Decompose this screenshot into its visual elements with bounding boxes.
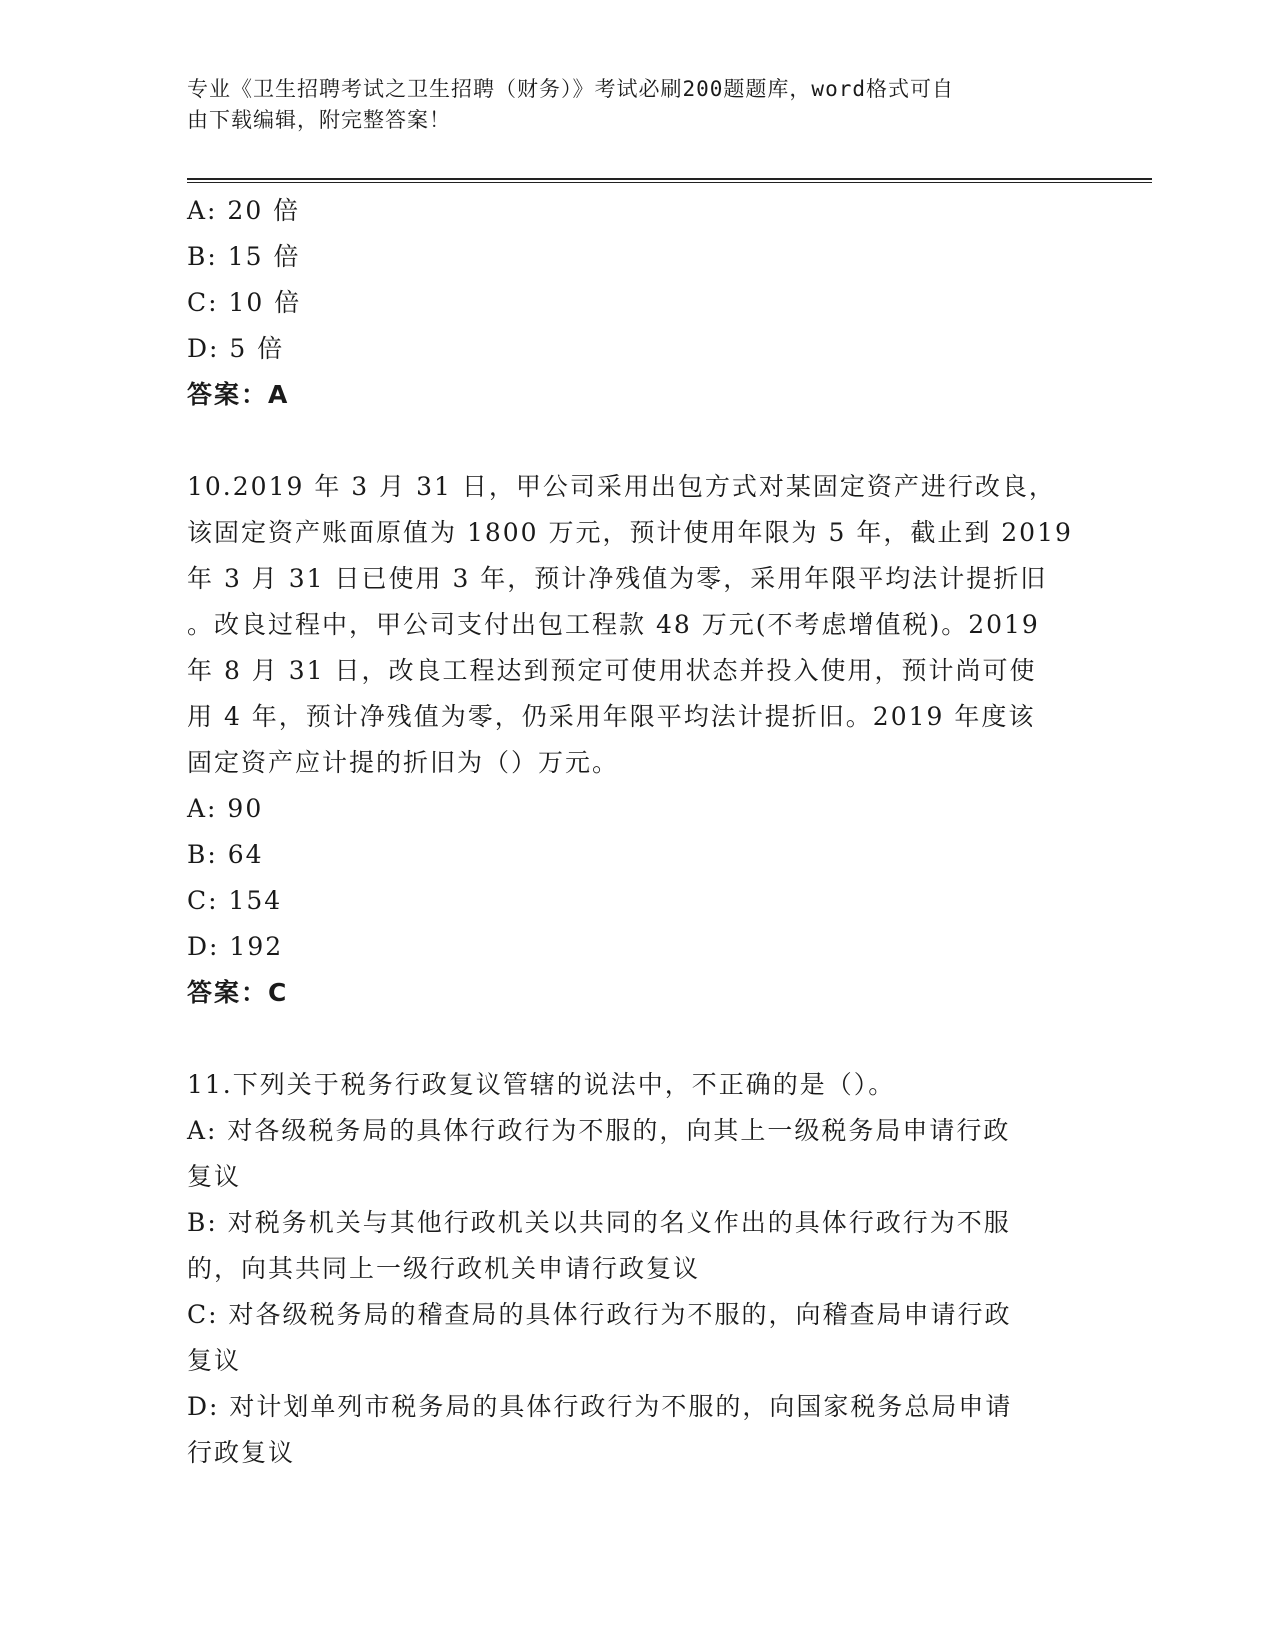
option-c: C: 10 倍 [187, 288, 302, 317]
option-d-continued: 行政复议 [187, 1438, 296, 1467]
option-d: D: 192 [187, 932, 284, 961]
option-a-continued: 复议 [187, 1162, 242, 1191]
option-b-continued: 的，向其共同上一级行政机关申请行政复议 [187, 1254, 701, 1283]
option-a: A: 90 [187, 794, 264, 823]
option-b: B: 64 [187, 840, 264, 869]
document-body [187, 188, 1087, 1476]
option-c: C: 154 [187, 886, 283, 915]
option-b: B: 15 倍 [187, 242, 301, 271]
question-11 [187, 1062, 1087, 1476]
spacer [187, 1016, 1087, 1062]
option-a: A: 对各级税务局的具体行政行为不服的，向其上一级税务局申请行政 [187, 1116, 1011, 1145]
option-a: A: 20 倍 [187, 196, 301, 225]
question-text-line: 年 8 月 31 日，改良工程达到预定可使用状态并投入使用，预计尚可使 [187, 656, 1037, 685]
question-text-line: 。改良过程中，甲公司支付出包工程款 48 万元(不考虑增值税)。2019 [187, 610, 1040, 639]
question-text-line: 11.下列关于税务行政复议管辖的说法中，不正确的是（）。 [187, 1070, 896, 1099]
question-text-line: 10.2019 年 3 月 31 日，甲公司采用出包方式对某固定资产进行改良， [187, 472, 1056, 501]
option-d: D: 对计划单列市税务局的具体行政行为不服的，向国家税务总局申请 [187, 1392, 1013, 1421]
question-text-line: 年 3 月 31 日已使用 3 年，预计净残值为零，采用年限平均法计提折旧 [187, 564, 1048, 593]
question-text-line: 固定资产应计提的折旧为（）万元。 [187, 748, 620, 777]
question-9 [187, 188, 1087, 418]
option-d: D: 5 倍 [187, 334, 285, 363]
answer-label: 答案：C [187, 978, 289, 1007]
answer-label: 答案：A [187, 380, 290, 409]
question-text-line: 该固定资产账面原值为 1800 万元，预计使用年限为 5 年，截止到 2019 [187, 518, 1073, 547]
header-line: 由下载编辑，附完整答案！ [187, 108, 451, 132]
header-line: 专业《卫生招聘考试之卫生招聘（财务）》考试必刷200题题库，word格式可自 [187, 77, 954, 101]
header-divider [187, 178, 1152, 183]
option-c-continued: 复议 [187, 1346, 242, 1375]
spacer [187, 418, 1087, 464]
question-10 [187, 464, 1087, 1016]
option-c: C: 对各级税务局的稽查局的具体行政行为不服的，向稽查局申请行政 [187, 1300, 1012, 1329]
option-b: B: 对税务机关与其他行政机关以共同的名义作出的具体行政行为不服 [187, 1208, 1011, 1237]
question-text-line: 用 4 年，预计净残值为零，仍采用年限平均法计提折旧。2019 年度该 [187, 702, 1036, 731]
document-header [187, 74, 1087, 136]
